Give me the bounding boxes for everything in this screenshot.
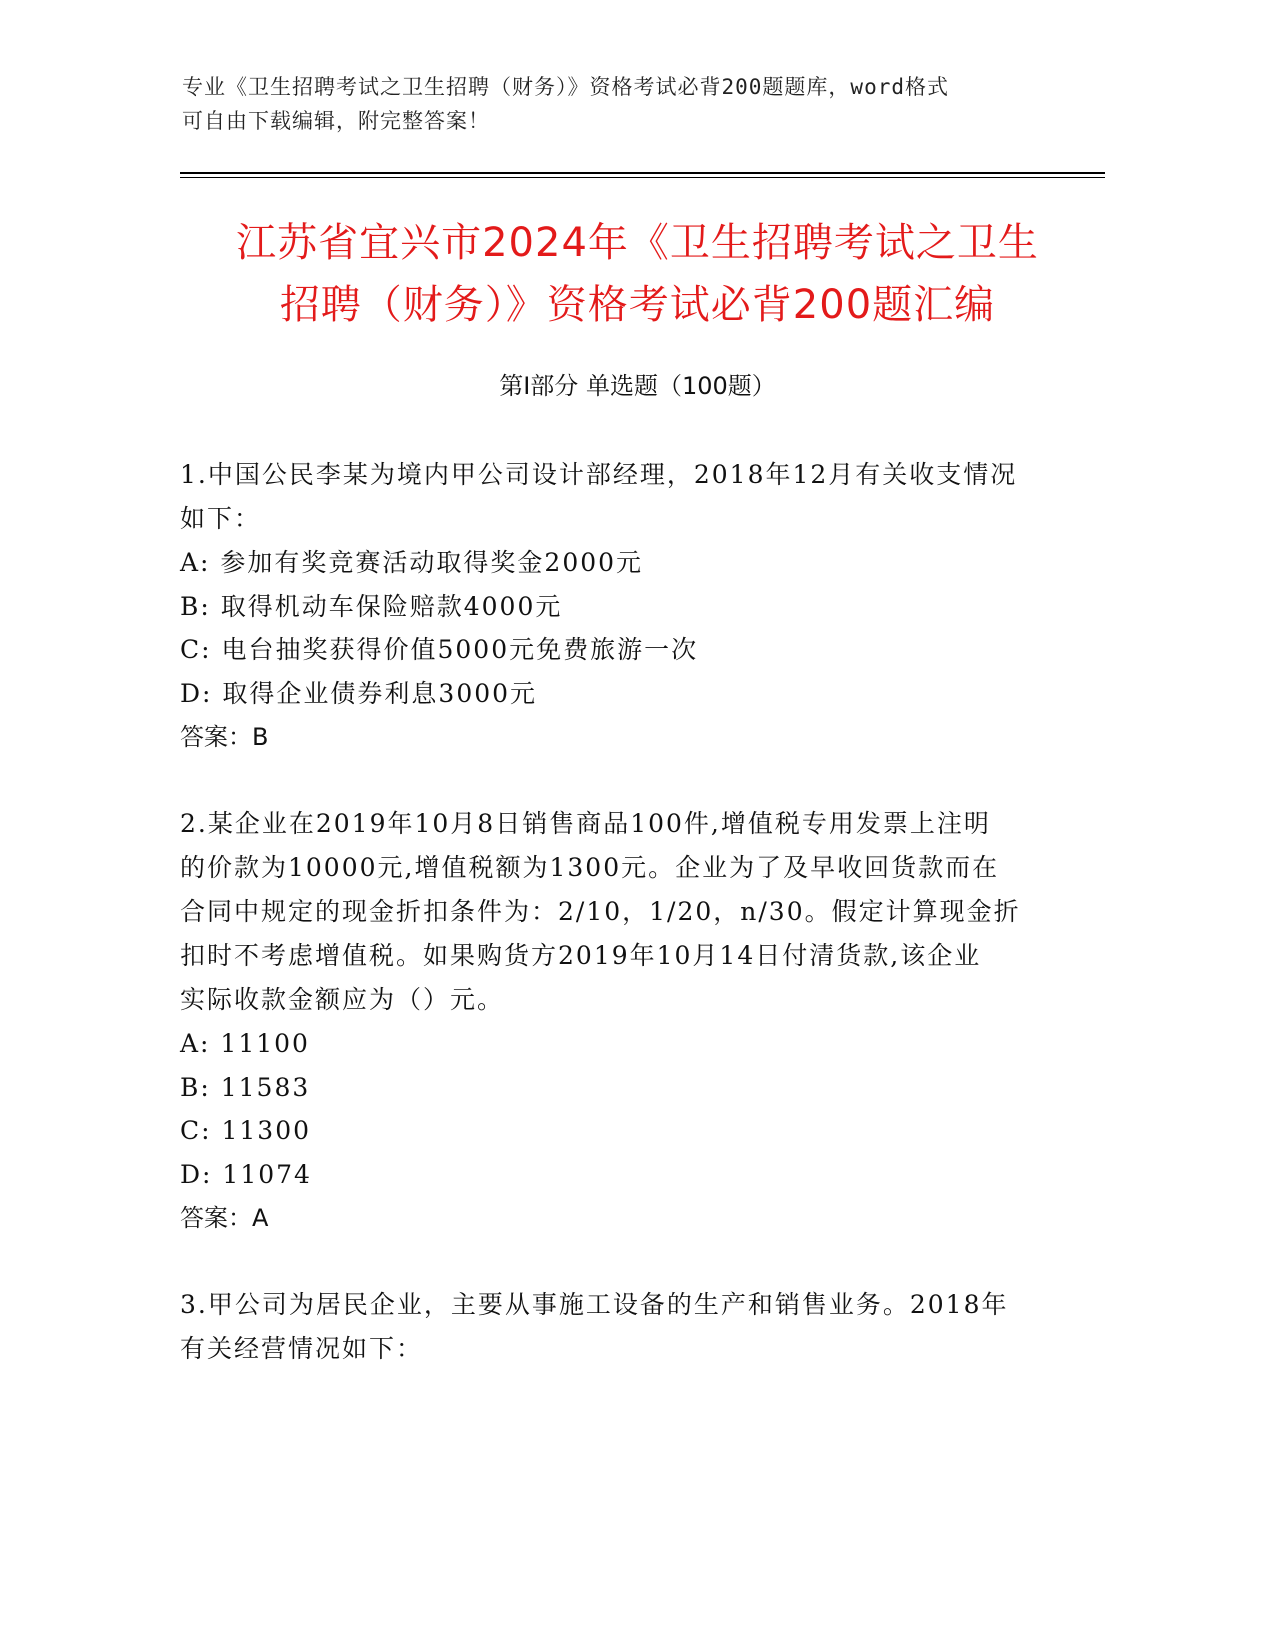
document-title-line-2: 招聘（财务）》资格考试必背200题汇编 <box>279 282 996 328</box>
question-stem-line: 的价款为10000元,增值税额为1300元。企业为了及早收回货款而在 <box>180 853 1000 882</box>
question-1 <box>180 453 1050 759</box>
answer: 答案：B <box>180 723 269 751</box>
option-d: D: 取得企业债券利息3000元 <box>180 678 538 708</box>
option-b: B: 11583 <box>180 1072 311 1102</box>
option-a: A: 11100 <box>180 1029 310 1058</box>
question-stem-line: 扣时不考虑增值税。如果购货方2019年10月14日付清货款,该企业 <box>180 941 982 970</box>
question-stem-line: 1.中国公民李某为境内甲公司设计部经理，2018年12月有关收支情况 <box>180 460 1018 489</box>
question-spacer <box>180 1240 1050 1283</box>
option-a: A: 参加有奖竞赛活动取得奖金2000元 <box>180 548 644 577</box>
question-spacer <box>180 759 1050 802</box>
question-stem-line: 2.某企业在2019年10月8日销售商品100件,增值税专用发票上注明 <box>180 809 991 838</box>
question-list <box>180 453 1050 1371</box>
question-2 <box>180 802 1050 1240</box>
section-title: 第I部分 单选题（100题） <box>499 372 776 400</box>
question-stem-line: 3.甲公司为居民企业，主要从事施工设备的生产和销售业务。2018年 <box>180 1290 1009 1319</box>
header-note-line-1: 专业《卫生招聘考试之卫生招聘（财务）》资格考试必背200题题库，word格式 <box>182 75 949 99</box>
question-3 <box>180 1283 1050 1371</box>
header-divider-thin <box>180 177 1105 178</box>
question-stem-line: 如下： <box>180 504 262 533</box>
document-title-line-1: 江苏省宜兴市2024年《卫生招聘考试之卫生 <box>236 220 1039 266</box>
question-stem-line: 合同中规定的现金折扣条件为：2/10，1/20，n/30。假定计算现金折 <box>180 897 1021 926</box>
option-d: D: 11074 <box>180 1159 312 1189</box>
header-note <box>182 70 1062 138</box>
option-b: B: 取得机动车保险赔款4000元 <box>180 591 563 621</box>
header-note-line-2: 可自由下载编辑，附完整答案！ <box>182 109 490 133</box>
question-stem-line: 实际收款金额应为（）元。 <box>180 985 505 1014</box>
document-title <box>150 212 1125 336</box>
header-divider-thick <box>180 172 1105 174</box>
question-stem-line: 有关经营情况如下： <box>180 1334 424 1363</box>
option-c: C: 11300 <box>180 1116 312 1145</box>
answer: 答案：A <box>180 1204 269 1232</box>
option-c: C: 电台抽奖获得价值5000元免费旅游一次 <box>180 635 699 664</box>
